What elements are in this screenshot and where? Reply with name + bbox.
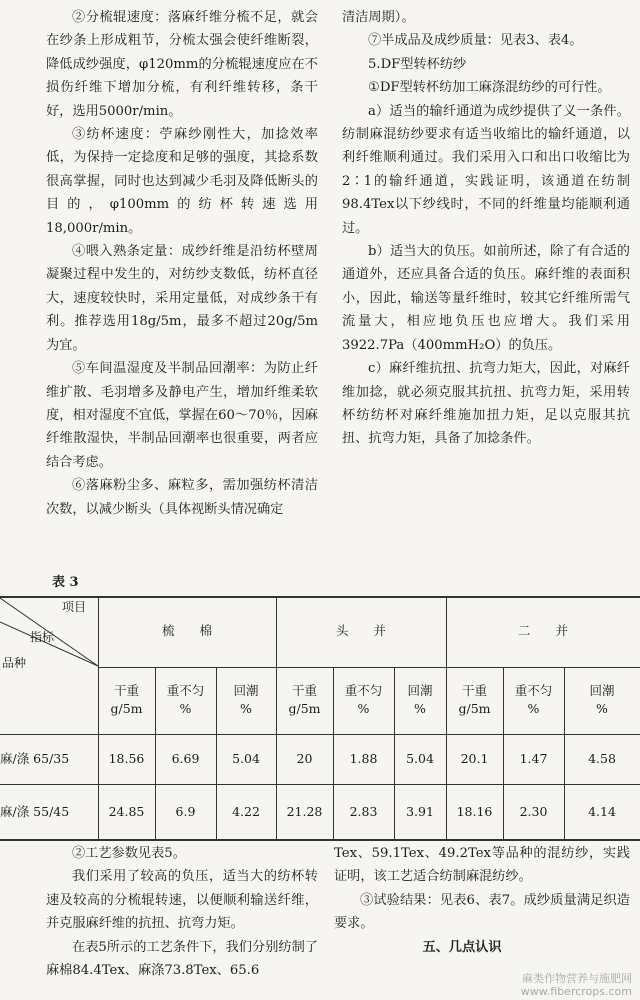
table-cell: 3.91 [406, 804, 434, 819]
metric-unit: % [179, 701, 192, 716]
group-header-second-drawing: 二 并 [517, 623, 568, 638]
table-cell: 2.83 [349, 804, 378, 819]
metric-unit: g/5m [458, 701, 491, 716]
metric-unit: % [527, 701, 540, 716]
table-cell: 18.16 [456, 804, 493, 819]
table-cell: 5.04 [406, 751, 434, 766]
metric-cv [333, 682, 394, 718]
metric-unit: % [596, 701, 608, 716]
paragraph-rotor-speed: ③纺杯速度：苧麻纱刚性大，加捻效率低，为保持一定捻度和足够的强度，其捻系数很高掌握，同时也达到减少毛羽及降低断头的目的，φ100mm的纺杯转速选用18,000r/min。 [46, 127, 318, 236]
paragraph-yarn-varieties: Tex、59.1Tex、49.2Tex等品种的混纺纱，实践证明，该工艺适合纺制麻混纺纱。 [334, 846, 630, 885]
table-cell: 18.56 [108, 751, 145, 766]
metric-name: 重不匀 [514, 683, 553, 698]
paragraph-continuation: 清洁周期）。 [342, 10, 415, 25]
table-top-rule [0, 596, 640, 598]
table-cell: 20.1 [460, 751, 489, 766]
table-cell: 21.28 [286, 804, 323, 819]
metric-name: 干重 [291, 683, 317, 698]
metric-cv [503, 682, 564, 718]
metric-regain [216, 682, 276, 718]
metric-name: 重不匀 [344, 683, 383, 698]
watermark-url: www.fibercrops.com [520, 985, 632, 998]
table-cell: 20 [296, 751, 313, 766]
metric-name: 回潮 [589, 683, 615, 698]
left-column-bottom [46, 842, 318, 982]
left-column-top [46, 6, 318, 521]
table-cell: 6.9 [175, 804, 196, 819]
table-cell: 1.47 [519, 751, 548, 766]
row-label-65-35: 麻/涤 65/35 [0, 751, 70, 766]
table-3 [0, 596, 640, 841]
right-column-top [342, 6, 630, 451]
metric-unit: g/5m [110, 701, 143, 716]
metric-dry-weight [98, 682, 155, 718]
metric-unit: g/5m [288, 701, 321, 716]
right-column-bottom [334, 842, 630, 959]
header-rule [0, 734, 640, 735]
watermark-cn: 麻类作物营养与施肥网 [522, 972, 632, 985]
metric-name: 干重 [113, 683, 139, 698]
table-cell: 4.58 [588, 751, 616, 766]
metric-name: 干重 [461, 683, 487, 698]
paragraph-a: a）适当的输纤通道为成纱提供了义一条件。纺制麻混纺纱要求有适当收缩比的输纤通道，以利纤维顺利通过。我们采用入口和出口收缩比为2∶1的输纤通道，实践证明，该通道在纺制98.4Tex以下纱线时，不同的纤维量均能顺利通过。 [342, 103, 630, 236]
paragraph-test-results: ③试验结果：见表6、表7。成纱质量满足织造要求。 [334, 892, 630, 932]
metric-name: 回潮 [233, 683, 259, 698]
table-cell: 1.88 [349, 751, 378, 766]
paragraph-feed-sliver-weight: ④喂入熟条定量：成纱纤维是沿纺杯壁周凝聚过程中发生的，对纺纱支数低，纺杯直径大，速度较快时，采用定量低，对成纱条干有利。推荐选用18g/5m，最多不超过20g/5m为宜。 [46, 244, 318, 353]
row-rule [0, 784, 640, 785]
row-label-55-45: 麻/涤 55/45 [0, 804, 70, 819]
metric-regain [564, 682, 640, 718]
metric-dry-weight [446, 682, 503, 718]
section-heading-df: 5.DF型转杯纺纱 [368, 56, 467, 72]
metric-unit: % [414, 701, 426, 716]
group-header-carding: 梳 棉 [161, 623, 212, 638]
table-caption: 表 3 [52, 575, 79, 590]
table-cell: 4.14 [588, 804, 616, 819]
paragraph-c: c）麻纤维抗扭、抗弯力矩大，因此，对麻纤维加捻，就必须克服其抗扭、抗弯力矩，采用转杯纺纺杯对麻纤维施加扭力矩，足以克服其抗扭、抗弯力矩，具备了加捻条件。 [342, 361, 630, 447]
paragraph-dust: ⑥落麻粉尘多、麻粒多，需加强纺杯清洁次数，以减少断头（具体视断头情况确定 [46, 478, 318, 517]
corner-label-item: 项目 [62, 600, 87, 614]
metric-regain [394, 682, 446, 718]
table-cell: 6.69 [171, 751, 200, 766]
group-rule [98, 667, 640, 668]
paragraph-process-2: 在表5所示的工艺条件下，我们分别纺制了麻棉84.4Tex、麻涤73.8Tex、65.6 [46, 939, 318, 979]
metric-dry-weight [276, 682, 333, 718]
corner-label-variety: 品种 [2, 656, 27, 670]
paragraph-carding-roller-speed: ②分梳辊速度：落麻纤维分梳不足，就会在纱条上形成粗节，分梳太强会使纤维断裂，降低成纱强度，φ120mm的分梳辊速度应在不损伤纤维下增加分梳，有利纤维转移，条干好，选用5000r/min。 [46, 10, 318, 119]
metric-cv [155, 682, 216, 718]
table-cell: 24.85 [108, 804, 145, 819]
corner-label-index: 指标 [30, 630, 55, 644]
item-feasibility: ①DF型转杯纺加工麻涤混纺纱的可行性。 [368, 80, 611, 96]
metric-name: 回潮 [407, 683, 433, 698]
paragraph-b: b）适当大的负压。如前所述，除了有合适的通道外，还应具备合适的负压。麻纤维的表面积小，因此，输送等量纤维时，较其它纤维所需气流量大，相应地负压也应增大。我们采用3922.7Pa（400mmH₂O）的负压。 [342, 244, 630, 353]
paragraph-process-1: 我们采用了较高的负压，适当大的纺杯转速及较高的分梳辊转速，以便顺利输送纤维，并克服麻纤维的抗扭、抗弯力矩。 [46, 869, 318, 932]
table-cell: 2.30 [519, 804, 548, 819]
item-quality: ⑦半成品及成纱质量：见表3、表4。 [368, 33, 583, 49]
group-header-first-drawing: 头 并 [335, 623, 386, 638]
section-title-conclusions: 五、几点认识 [422, 939, 502, 955]
table-cell: 5.04 [232, 751, 260, 766]
process-parameters-heading: ②工艺参数见表5。 [72, 846, 186, 861]
paragraph-humidity: ⑤车间温湿度及半制品回潮率：为防止纤维扩散、毛羽增多及静电产生，增加纤维柔软度，相对湿度不宜低，掌握在60～70％，因麻纤维散湿快，半制品回潮率也很重要，两者应结合考虑。 [46, 361, 318, 470]
table-bottom-rule [0, 839, 640, 841]
metric-unit: % [357, 701, 370, 716]
metric-unit: % [240, 701, 252, 716]
watermark [521, 972, 632, 998]
table-cell: 4.22 [232, 804, 260, 819]
metric-name: 重不匀 [166, 683, 205, 698]
